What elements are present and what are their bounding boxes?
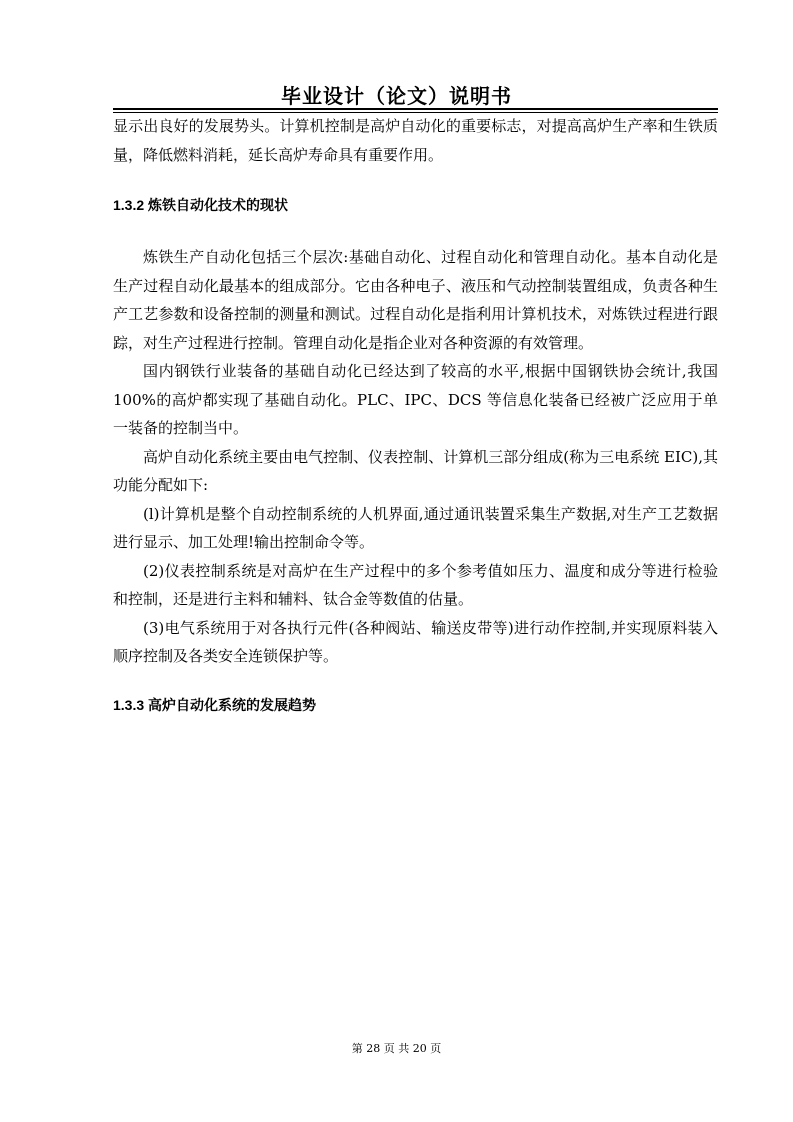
document-body	[113, 112, 718, 715]
page-header-title: 毕业设计（论文）说明书	[281, 84, 512, 108]
section-heading-1-3-2: 1.3.2 炼铁自动化技术的现状	[113, 197, 289, 213]
paragraph-electrical-role: (3)电气系统用于对各执行元件(各种阀站、输送皮带等)进行动作控制,并实现原料装入顺序控制及各类安全连锁保护等。	[113, 618, 718, 665]
paragraph-domestic-status: 国内钢铁行业装备的基础自动化已经达到了较高的水平,根据中国钢铁协会统计,我国 100%的高炉都实现了基础自动化。PLC、IPC、DCS 等信息化装备已经被广泛应用于单一装备的控制当中。	[113, 362, 718, 437]
section-heading-1-3-3: 1.3.3 高炉自动化系统的发展趋势	[113, 696, 317, 713]
continuation-paragraph: 显示出良好的发展势头。计算机控制是高炉自动化的重要标志，对提高高炉生产率和生铁质量，降低燃料消耗，延长高炉寿命具有重要作用。	[113, 117, 718, 164]
paragraph-eic-system: 高炉自动化系统主要由电气控制、仪表控制、计算机三部分组成(称为三电系统 EIC),其功能分配如下:	[113, 447, 718, 494]
paragraph-automation-levels: 炼铁生产自动化包括三个层次:基础自动化、过程自动化和管理自动化。基本自动化是生产过程自动化最基本的组成部分。它由各种电子、液压和气动控制装置组成，负责各种生产工艺参数和设备控制的测量和测试。过程自动化是指利用计算机技术，对炼铁过程进行跟踪，对生产过程进行控制。管理自动化是指企业对各种资源的有效管理。	[113, 248, 718, 352]
paragraph-instrument-role: (2)仪表控制系统是对高炉在生产过程中的多个参考值如压力、温度和成分等进行检验和控制，还是进行主料和辅料、钛合金等数值的估量。	[113, 561, 718, 608]
paragraph-computer-role: (l)计算机是整个自动控制系统的人机界面,通过通讯装置采集生产数据,对生产工艺数据进行显示、加工处理!输出控制命令等。	[113, 504, 718, 551]
page-number-footer: 第 28 页 共 20 页	[351, 1042, 442, 1055]
